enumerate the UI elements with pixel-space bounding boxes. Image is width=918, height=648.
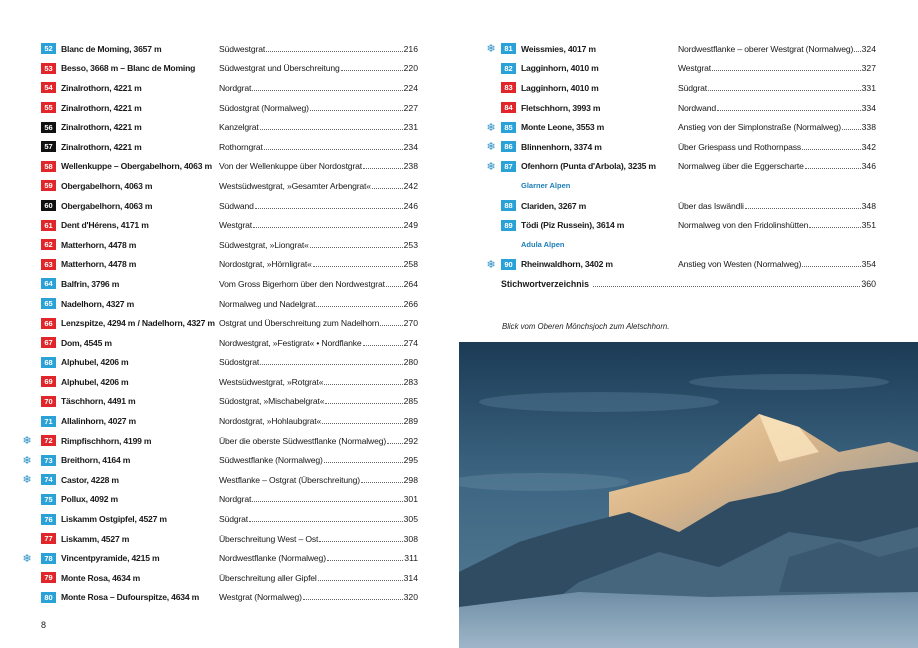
- toc-entry[interactable]: [20, 176, 418, 196]
- toc-entry[interactable]: [20, 353, 418, 373]
- summit-name: Ofenhorn (Punta d'Arbola), 3235 m: [521, 161, 656, 172]
- route-description: Normalweg und Nadelgrat: [219, 298, 316, 309]
- route-description: Südostgrat, »Mischabelgrat«: [219, 396, 325, 407]
- leader-dots: [805, 167, 861, 169]
- route-line: [219, 83, 418, 93]
- leader-dots: [324, 383, 402, 385]
- leader-dots: [717, 109, 861, 111]
- toc-entry[interactable]: [20, 255, 418, 275]
- index-label: Stichwortverzeichnis: [501, 278, 589, 289]
- route-line: [219, 357, 418, 367]
- tour-number-badge: 72: [41, 435, 56, 446]
- summit-name: Matterhorn, 4478 m: [61, 239, 137, 250]
- summit-name: Weissmies, 4017 m: [521, 43, 596, 54]
- snowflake-icon: ❄: [22, 552, 32, 565]
- page-reference: 342: [861, 141, 876, 152]
- summit-name: Blanc de Moming, 3657 m: [61, 43, 162, 54]
- tour-number-badge: 62: [41, 239, 56, 250]
- page-reference: 338: [861, 122, 876, 133]
- snowflake-icon: ❄: [22, 454, 32, 467]
- toc-entry[interactable]: [20, 392, 418, 412]
- leader-dots: [316, 305, 402, 307]
- summit-name: Matterhorn, 4478 m: [61, 259, 137, 270]
- route-line: [219, 63, 418, 73]
- summit-name: Vincentpyramide, 4215 m: [61, 553, 160, 564]
- summit-name: Dent d'Hérens, 4171 m: [61, 220, 149, 231]
- leader-dots: [712, 69, 861, 71]
- route-line: [219, 201, 418, 211]
- toc-entry[interactable]: [20, 215, 418, 235]
- summit-name: Zinalrothorn, 4221 m: [61, 102, 142, 113]
- route-description: Kanzelgrat: [219, 122, 259, 133]
- route-line: [219, 396, 418, 406]
- route-line: [219, 142, 418, 152]
- leader-dots: [802, 265, 860, 267]
- route-description: Südostgrat (Normalweg): [219, 102, 309, 113]
- snowflake-icon: ❄: [486, 121, 496, 134]
- route-description: Südwestgrat, »Liongrat«: [219, 239, 309, 250]
- leader-dots: [854, 50, 860, 52]
- toc-entry[interactable]: [20, 313, 418, 333]
- toc-entry[interactable]: [20, 196, 418, 216]
- route-description: Westsüdwestgrat, »Gesamter Arbengrat«: [219, 180, 371, 191]
- route-description: Südostgrat: [219, 357, 260, 368]
- toc-right-column: [484, 39, 876, 294]
- toc-entry[interactable]: [20, 117, 418, 137]
- tour-number-badge: 90: [501, 259, 516, 270]
- route-line: [219, 573, 418, 583]
- route-description: Überschreitung West – Ost: [219, 533, 319, 544]
- route-description: Nordwestflanke (Normalweg): [219, 553, 326, 564]
- route-line: [219, 455, 418, 465]
- page-reference: 311: [404, 553, 418, 564]
- route-description: Ostgrat und Überschreitung zum Nadelhorn: [219, 318, 380, 329]
- route-description: Westsüdwestgrat, »Rotgrat«: [219, 376, 324, 387]
- page-reference: 266: [403, 298, 418, 309]
- leader-dots: [252, 89, 402, 91]
- toc-entry[interactable]: [20, 548, 418, 568]
- route-description: Überschreitung aller Gipfel: [219, 572, 317, 583]
- leader-dots: [380, 324, 402, 326]
- page-reference: 258: [403, 259, 418, 270]
- route-line: [678, 83, 876, 93]
- tour-number-badge: 70: [41, 396, 56, 407]
- leader-dots: [341, 69, 403, 71]
- tour-number-badge: 67: [41, 337, 56, 348]
- route-description: Südgrat: [219, 514, 249, 525]
- toc-entry[interactable]: [20, 274, 418, 294]
- summit-name: Liskamm, 4527 m: [61, 533, 130, 544]
- summit-name: Lagginhorn, 4010 m: [521, 82, 599, 93]
- tour-number-badge: 57: [41, 141, 56, 152]
- route-line: [219, 553, 418, 563]
- route-line: [219, 181, 418, 191]
- summit-name: Allalinhorn, 4027 m: [61, 416, 136, 427]
- page-reference: 264: [403, 278, 418, 289]
- route-description: Über Griespass und Rothornpass: [678, 141, 802, 152]
- page-reference: 220: [403, 63, 418, 74]
- leader-dots: [310, 109, 403, 111]
- leader-dots: [324, 461, 403, 463]
- route-description: Südwestgrat und Überschreitung: [219, 63, 340, 74]
- tour-number-badge: 65: [41, 298, 56, 309]
- toc-entry[interactable]: [20, 431, 418, 451]
- index-entry[interactable]: [484, 274, 876, 294]
- route-line: [219, 279, 418, 289]
- page-reference: 354: [861, 259, 876, 270]
- page-reference: 351: [861, 220, 876, 231]
- summit-name: Alphubel, 4206 m: [61, 376, 129, 387]
- snowflake-icon: ❄: [22, 435, 32, 448]
- toc-entry[interactable]: [20, 294, 418, 314]
- tour-number-badge: 59: [41, 180, 56, 191]
- tour-number-badge: 78: [41, 553, 56, 564]
- tour-number-badge: 75: [41, 494, 56, 505]
- toc-entry[interactable]: [20, 78, 418, 98]
- page-reference: 238: [403, 161, 418, 172]
- toc-entry[interactable]: [20, 470, 418, 490]
- leader-dots: [266, 50, 403, 52]
- route-description: Nordostgrat, »Hörnligrat«: [219, 259, 312, 270]
- group-heading-glarner-alpen: Glarner Alpen: [521, 181, 571, 191]
- route-description: Nordwand: [678, 102, 716, 113]
- page-reference: 231: [403, 122, 418, 133]
- snowflake-icon: ❄: [486, 160, 496, 173]
- toc-entry[interactable]: [20, 235, 418, 255]
- summit-name: Wellenkuppe – Obergabelhorn, 4063 m: [61, 161, 212, 172]
- toc-entry[interactable]: [20, 137, 418, 157]
- summit-name: Liskamm Ostgipfel, 4527 m: [61, 514, 167, 525]
- toc-entry[interactable]: [20, 157, 418, 177]
- route-line: [219, 44, 418, 54]
- route-description: Normalweg von den Fridolinshütten: [678, 220, 809, 231]
- route-description: Anstieg von Westen (Normalweg): [678, 259, 802, 270]
- snowflake-icon: ❄: [486, 43, 496, 56]
- leader-dots: [327, 559, 403, 561]
- route-line: [678, 63, 876, 73]
- summit-name: Rheinwaldhorn, 3402 m: [521, 259, 613, 270]
- page-reference: 253: [403, 239, 418, 250]
- route-line: [678, 103, 876, 113]
- tour-number-badge: 88: [501, 200, 516, 211]
- leader-dots: [260, 128, 403, 130]
- summit-name: Zinalrothorn, 4221 m: [61, 82, 142, 93]
- tour-number-badge: 87: [501, 161, 516, 172]
- tour-number-badge: 73: [41, 455, 56, 466]
- route-line: [219, 318, 418, 328]
- route-line: [678, 44, 876, 54]
- summit-name: Zinalrothorn, 4221 m: [61, 141, 142, 152]
- route-line: [678, 259, 876, 269]
- page-reference: 224: [403, 82, 418, 93]
- snowflake-icon: ❄: [22, 474, 32, 487]
- toc-entry[interactable]: [484, 39, 876, 59]
- toc-entry[interactable]: [484, 98, 876, 118]
- tour-number-badge: 89: [501, 220, 516, 231]
- route-description: Nordwestgrat, »Festigrat« • Nordflanke: [219, 337, 362, 348]
- tour-number-badge: 54: [41, 82, 56, 93]
- page-reference: 242: [403, 180, 418, 191]
- tour-number-badge: 55: [41, 102, 56, 113]
- page-reference: 270: [403, 318, 418, 329]
- summit-name: Zinalrothorn, 4221 m: [61, 122, 142, 133]
- route-description: Über das Iswändli: [678, 200, 744, 211]
- leader-dots: [361, 481, 403, 483]
- toc-entry[interactable]: [484, 59, 876, 79]
- tour-number-badge: 63: [41, 259, 56, 270]
- summit-name: Pollux, 4092 m: [61, 494, 118, 505]
- leader-dots: [745, 207, 861, 209]
- route-description: Vom Gross Bigerhorn über den Nordwestgrat: [219, 278, 385, 289]
- tour-number-badge: 56: [41, 122, 56, 133]
- tour-number-badge: 85: [501, 122, 516, 133]
- leader-dots: [260, 363, 403, 365]
- toc-entry[interactable]: [20, 39, 418, 59]
- route-description: Nordostgrat, »Hohlaubgrat«: [219, 416, 322, 427]
- route-line: [219, 161, 418, 171]
- tour-number-badge: 71: [41, 416, 56, 427]
- route-description: Südwestflanke (Normalweg): [219, 455, 323, 466]
- toc-entry[interactable]: [20, 450, 418, 470]
- tour-number-badge: 77: [41, 533, 56, 544]
- leader-dots: [386, 285, 403, 287]
- route-line: [678, 142, 876, 152]
- tour-number-badge: 86: [501, 141, 516, 152]
- summit-name: Castor, 4228 m: [61, 474, 119, 485]
- snowflake-icon: ❄: [486, 141, 496, 154]
- summit-name: Clariden, 3267 m: [521, 200, 587, 211]
- page-reference: 327: [861, 63, 876, 74]
- toc-left-column: [20, 39, 418, 607]
- leader-dots: [363, 167, 403, 169]
- summit-name: Monte Rosa, 4634 m: [61, 572, 141, 583]
- tour-number-badge: 81: [501, 43, 516, 54]
- page-reference: 314: [403, 572, 418, 583]
- page-reference: 305: [403, 514, 418, 525]
- route-line: [219, 240, 418, 250]
- route-line: [678, 201, 876, 211]
- leader-dots: [249, 520, 403, 522]
- route-line: [219, 220, 418, 230]
- route-description: Südgrat: [678, 82, 708, 93]
- toc-entry[interactable]: [20, 529, 418, 549]
- summit-name: Besso, 3668 m – Blanc de Moming: [61, 63, 196, 74]
- summit-name: Obergabelhorn, 4063 m: [61, 180, 153, 191]
- route-line: [678, 122, 876, 132]
- page-reference: 274: [403, 337, 418, 348]
- tour-number-badge: 76: [41, 514, 56, 525]
- tour-number-badge: 52: [41, 43, 56, 54]
- page-reference: 346: [861, 161, 876, 172]
- toc-entry[interactable]: [20, 490, 418, 510]
- leader-dots: [319, 540, 402, 542]
- route-line: [219, 416, 418, 426]
- route-description: Rothorngrat: [219, 141, 263, 152]
- index-page: 360: [861, 278, 876, 289]
- page-reference: 249: [403, 220, 418, 231]
- route-description: Westgrat: [219, 220, 253, 231]
- tour-number-badge: 79: [41, 572, 56, 583]
- route-line: [219, 122, 418, 132]
- summit-name: Dom, 4545 m: [61, 337, 112, 348]
- route-line: [219, 259, 418, 269]
- route-line: [219, 338, 418, 348]
- toc-entry[interactable]: [20, 588, 418, 608]
- tour-number-badge: 84: [501, 102, 516, 113]
- tour-number-badge: 64: [41, 278, 56, 289]
- route-description: Normalweg über die Eggerscharte: [678, 161, 804, 172]
- summit-name: Blinnenhorn, 3374 m: [521, 141, 602, 152]
- toc-entry[interactable]: [484, 137, 876, 157]
- toc-entry[interactable]: [484, 215, 876, 235]
- toc-entry[interactable]: [484, 117, 876, 137]
- summit-name: Alphubel, 4206 m: [61, 357, 129, 368]
- snowflake-icon: ❄: [486, 258, 496, 271]
- leader-dots: [593, 285, 860, 287]
- page-reference: 348: [861, 200, 876, 211]
- leader-dots: [253, 226, 403, 228]
- page-reference: 289: [403, 416, 418, 427]
- page-reference: 234: [403, 141, 418, 152]
- summit-name: Tödi (Piz Russein), 3614 m: [521, 220, 625, 231]
- page-reference: 331: [861, 82, 876, 93]
- toc-entry[interactable]: [484, 196, 876, 216]
- tour-number-badge: 60: [41, 200, 56, 211]
- summit-name: Balfrin, 3796 m: [61, 278, 120, 289]
- page-number: 8: [41, 620, 47, 630]
- leader-dots: [310, 246, 403, 248]
- leader-dots: [363, 344, 403, 346]
- page-reference: 320: [403, 592, 418, 603]
- toc-entry[interactable]: [484, 255, 876, 275]
- route-line: [219, 475, 418, 485]
- leader-dots: [264, 148, 403, 150]
- route-description: Südwand: [219, 200, 254, 211]
- route-description: Westgrat: [678, 63, 712, 74]
- page-reference: 280: [403, 357, 418, 368]
- summit-name: Nadelhorn, 4327 m: [61, 298, 135, 309]
- toc-entry[interactable]: [20, 568, 418, 588]
- route-line: [219, 494, 418, 504]
- toc-entry[interactable]: [20, 372, 418, 392]
- summit-name: Lagginhorn, 4010 m: [521, 63, 599, 74]
- leader-dots: [318, 579, 403, 581]
- tour-number-badge: 58: [41, 161, 56, 172]
- route-line: [219, 103, 418, 113]
- leader-dots: [387, 442, 403, 444]
- page-reference: 285: [403, 396, 418, 407]
- route-description: Über die oberste Südwestflanke (Normalweg): [219, 435, 387, 446]
- page-reference: 292: [403, 435, 418, 446]
- page-reference: 324: [861, 43, 876, 54]
- page-reference: 227: [403, 102, 418, 113]
- route-description: Von der Wellenkuppe über Nordostgrat: [219, 161, 363, 172]
- route-description: Nordgrat: [219, 82, 252, 93]
- leader-dots: [842, 128, 861, 130]
- page-reference: 308: [403, 533, 418, 544]
- leader-dots: [303, 598, 403, 600]
- photo-caption: Blick vom Oberen Mönchsjoch zum Aletschhorn.: [502, 322, 670, 331]
- tour-number-badge: 80: [41, 592, 56, 603]
- toc-entry[interactable]: [20, 509, 418, 529]
- leader-dots: [322, 422, 403, 424]
- toc-entry[interactable]: [20, 59, 418, 79]
- route-description: Anstieg von der Simplonstraße (Normalweg): [678, 122, 841, 133]
- route-line: [219, 534, 418, 544]
- tour-number-badge: 74: [41, 474, 56, 485]
- tour-number-badge: 82: [501, 63, 516, 74]
- summit-name: Monte Leone, 3553 m: [521, 122, 605, 133]
- page-reference: 283: [403, 376, 418, 387]
- summit-name: Täschhorn, 4491 m: [61, 396, 136, 407]
- summit-name: Lenzspitze, 4294 m / Nadelhorn, 4327 m: [61, 318, 215, 329]
- page-reference: 216: [403, 43, 418, 54]
- tour-number-badge: 68: [41, 357, 56, 368]
- summit-name: Fletschhorn, 3993 m: [521, 102, 601, 113]
- leader-dots: [255, 207, 403, 209]
- page-reference: 298: [403, 474, 418, 485]
- toc-entry[interactable]: [20, 333, 418, 353]
- leader-dots: [372, 187, 403, 189]
- route-description: Westgrat (Normalweg): [219, 592, 302, 603]
- leader-dots: [708, 89, 861, 91]
- route-line: [678, 220, 876, 230]
- route-line: [219, 436, 418, 446]
- tour-number-badge: 61: [41, 220, 56, 231]
- leader-dots: [252, 500, 402, 502]
- group-heading-adula-alpen: Adula Alpen: [521, 239, 565, 249]
- leader-dots: [325, 402, 402, 404]
- page-reference: 301: [403, 494, 418, 505]
- leader-dots: [809, 226, 860, 228]
- route-description: Südwestgrat: [219, 43, 266, 54]
- summit-name: Monte Rosa – Dufourspitze, 4634 m: [61, 592, 200, 603]
- summit-name: Rimpfischhorn, 4199 m: [61, 435, 152, 446]
- summit-name: Breithorn, 4164 m: [61, 455, 131, 466]
- tour-number-badge: 83: [501, 82, 516, 93]
- tour-number-badge: 69: [41, 376, 56, 387]
- toc-entry[interactable]: [484, 157, 876, 177]
- leader-dots: [313, 265, 403, 267]
- toc-entry[interactable]: [484, 78, 876, 98]
- page-reference: 334: [861, 102, 876, 113]
- route-line: [219, 377, 418, 387]
- page-reference: 246: [403, 200, 418, 211]
- tour-number-badge: 66: [41, 318, 56, 329]
- leader-dots: [802, 148, 861, 150]
- toc-entry[interactable]: [20, 411, 418, 431]
- route-line: [219, 592, 418, 602]
- mountain-photo: [459, 342, 918, 648]
- route-description: Nordgrat: [219, 494, 252, 505]
- route-line: [219, 514, 418, 524]
- route-line: [678, 161, 876, 171]
- route-description: Nordwestflanke – oberer Westgrat (Normalweg): [678, 43, 854, 54]
- route-line: [219, 299, 418, 309]
- summit-name: Obergabelhorn, 4063 m: [61, 200, 153, 211]
- tour-number-badge: 53: [41, 63, 56, 74]
- page-reference: 295: [403, 455, 418, 466]
- route-description: Westflanke – Ostgrat (Überschreitung): [219, 474, 360, 485]
- toc-entry[interactable]: [20, 98, 418, 118]
